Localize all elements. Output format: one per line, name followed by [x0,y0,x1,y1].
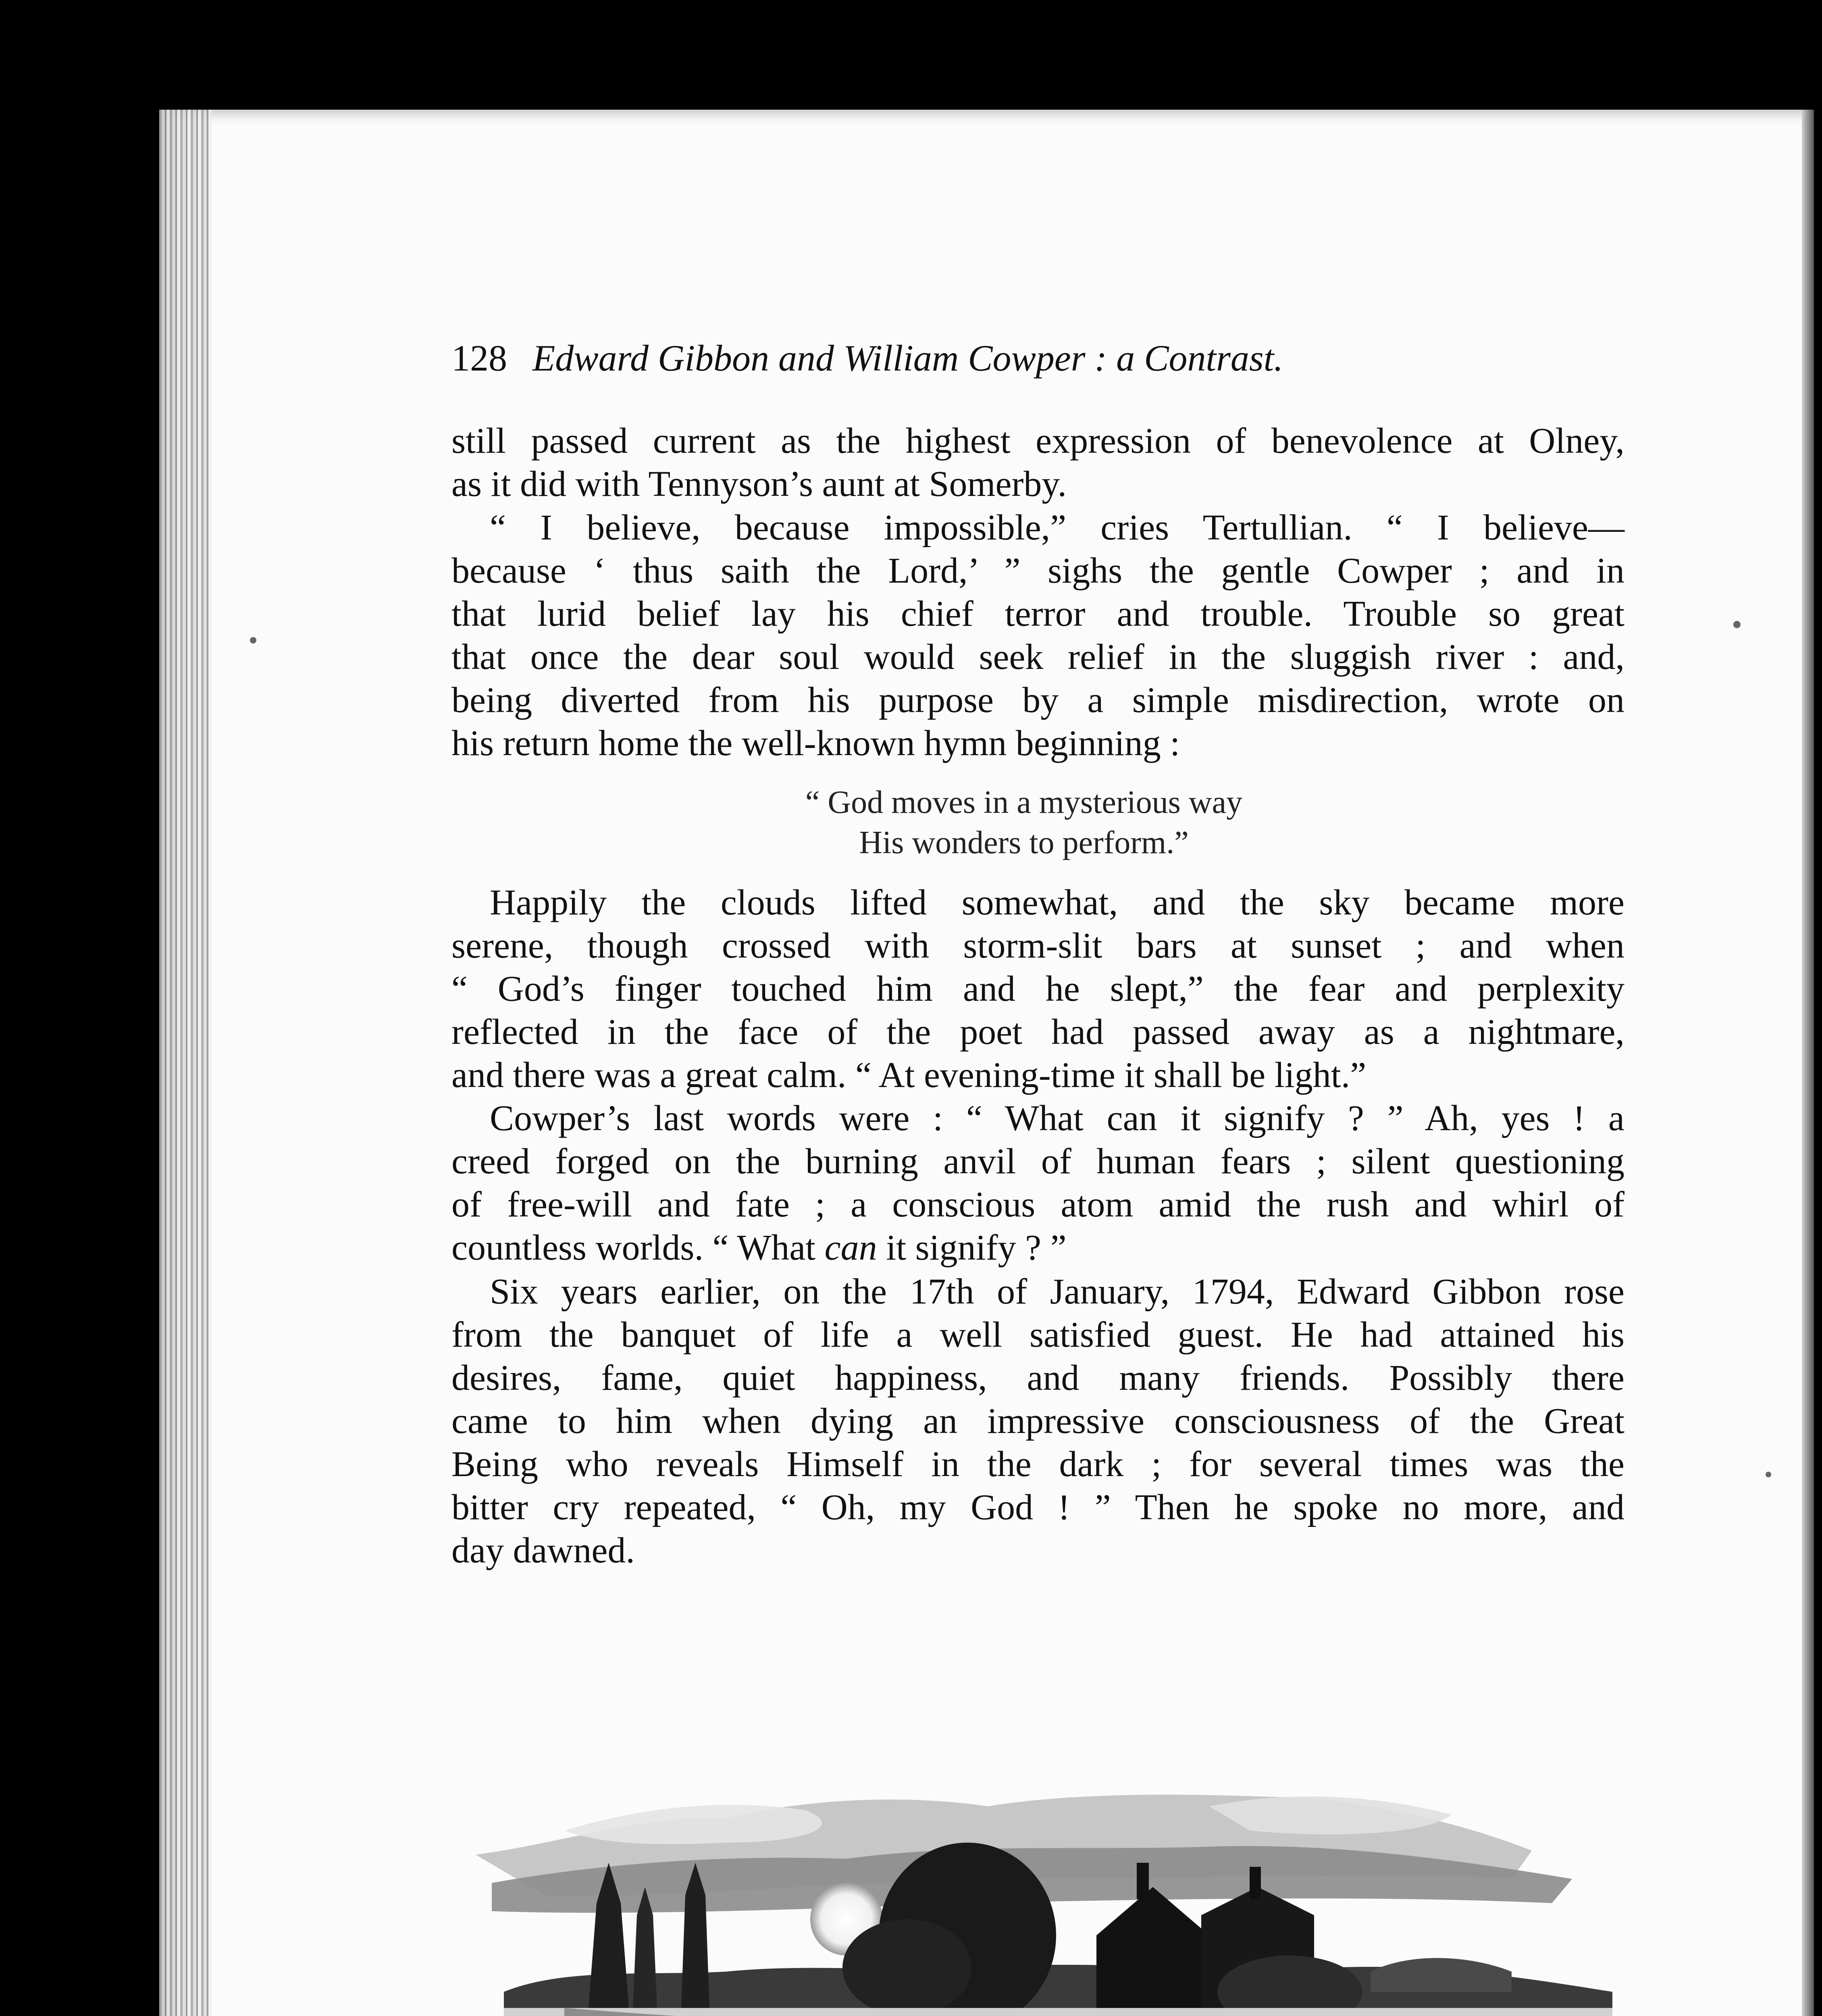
text-line: desires, fame, quiet happiness, and many friends. Possibly there [451,1358,1624,1398]
text-line: that lurid belief lay his chief terror and trouble. Trouble so great [451,594,1624,634]
text-line: and there was a great calm. “ At evening-time it shall be light.” [451,1055,1366,1095]
text-line: that once the dear soul would seek relief in the sluggish river : and, [451,637,1624,677]
text-line: because ‘ thus saith the Lord,’ ” sighs the gentle Cowper ; and in [451,551,1624,591]
quote-line: His wonders to perform.” [859,825,1189,860]
paragraph-3 [451,881,1624,1097]
text-line: day dawned. [451,1531,635,1570]
river-landscape-illustration [443,1782,1637,2016]
text-line: from the banquet of life a well satisfied guest. He had attained his [451,1315,1624,1355]
running-header [451,337,1516,379]
scan-speck [1733,621,1741,628]
paragraph-2 [451,506,1624,765]
text-line: Happily the clouds lifted somewhat, and the sky became more [490,883,1624,923]
text-line: still passed current as the highest expression of benevolence at Olney, [451,421,1624,461]
text-line: reflected in the face of the poet had passed away as a nightmare, [451,1012,1624,1052]
text-line: Cowper’s last words were : “ What can it signify ? ” Ah, yes ! a [490,1098,1624,1138]
text-segment: countless worlds. “ What [451,1228,825,1268]
scan-speck [250,637,256,644]
text-segment: it signify ? ” [877,1228,1067,1268]
page-gutter [159,110,212,2016]
text-line [451,1226,1624,1269]
quote-line: “ God moves in a mysterious way [805,785,1243,820]
text-line: came to him when dying an impressive consciousness of the Great [451,1401,1624,1441]
text-line: of free-will and fate ; a conscious atom amid the rush and whirl of [451,1185,1624,1225]
text-line: his return home the well-known hymn beginning : [451,723,1180,763]
running-title: Edward Gibbon and William Cowper : a Contrast. [532,337,1283,379]
text-line: bitter cry repeated, “ Oh, my God ! ” Then he spoke no more, and [451,1487,1624,1527]
text-line: creed forged on the burning anvil of human fears ; silent questioning [451,1141,1624,1181]
hymn-quotation [742,782,1306,863]
emphasis-word: can [824,1228,877,1268]
text-line: “ God’s finger touched him and he slept,” the fear and perplexity [451,969,1624,1009]
paragraph-1 [451,419,1624,506]
text-line: “ I believe, because impossible,” cries Tertullian. “ I believe— [490,508,1624,548]
text-line: as it did with Tennyson’s aunt at Somerby. [451,464,1067,504]
text-line: Six years earlier, on the 17th of January, 1794, Edward Gibbon rose [490,1272,1624,1312]
page-right-edge [1802,110,1814,2016]
text-line: being diverted from his purpose by a simple misdirection, wrote on [451,680,1624,720]
text-line: serene, though crossed with storm-slit bars at sunset ; and when [451,926,1624,966]
page-number: 128 [451,337,507,379]
text-line: Being who reveals Himself in the dark ; for several times was the [451,1444,1624,1484]
paragraph-4 [451,1097,1624,1269]
scan-speck [1766,1472,1771,1477]
paragraph-5 [451,1270,1624,1572]
